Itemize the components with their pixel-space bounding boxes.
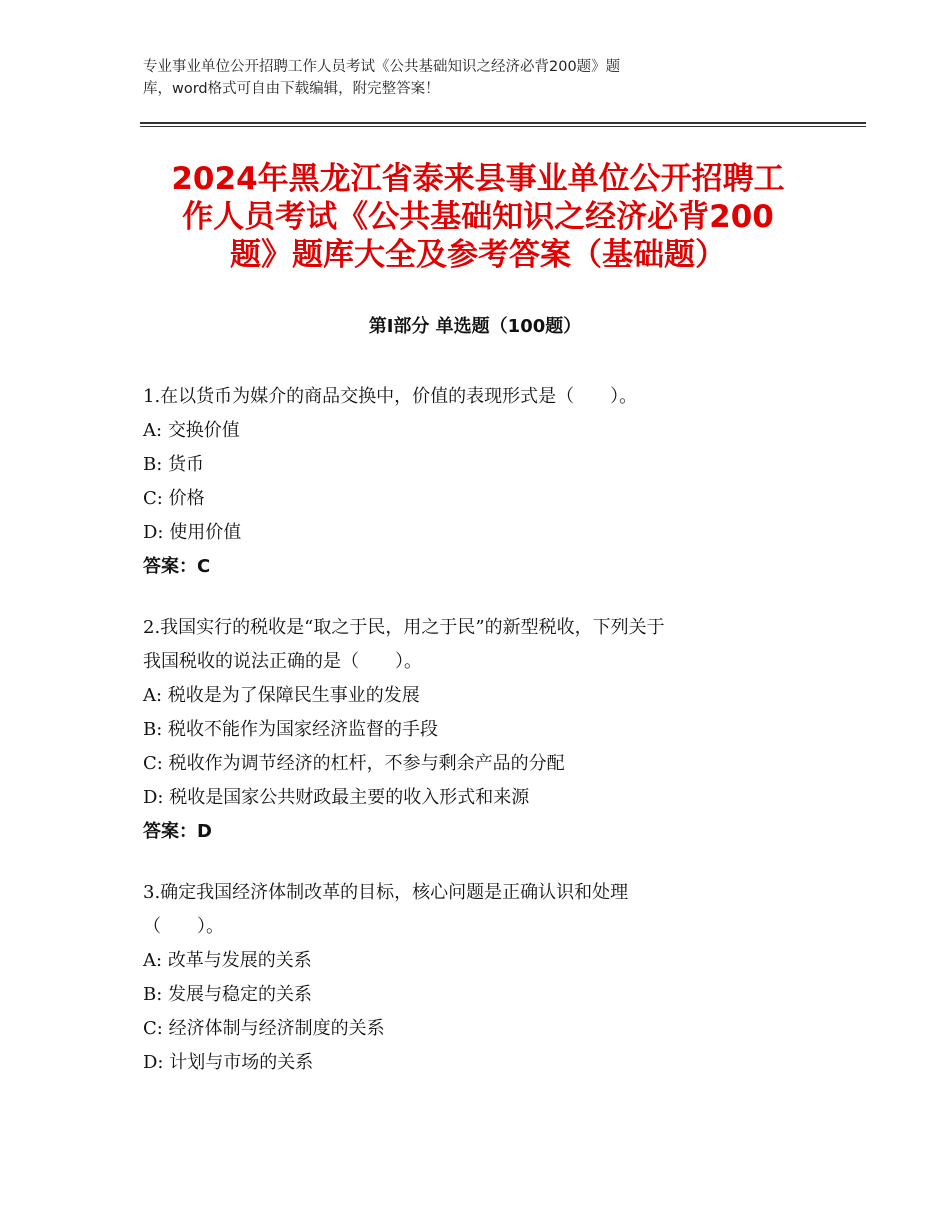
option-label: A: [143, 685, 163, 706]
option-b [143, 713, 823, 747]
option-label: D: [143, 522, 164, 543]
option-d [143, 1046, 823, 1080]
option-d [143, 516, 823, 550]
option-label: D: [143, 1052, 164, 1073]
header-note [143, 56, 793, 100]
option-text: 改革与发展的关系 [167, 950, 312, 971]
section-heading: 第Ⅰ部分 单选题（100题） [368, 316, 582, 337]
option-a [143, 679, 823, 713]
question-stem: 1.在以货币为媒介的商品交换中，价值的表现形式是（ ）。 [143, 386, 638, 407]
document-title-line-1: 2024年黑龙江省泰来县事业单位公开招聘工 [171, 161, 785, 197]
answer-line: 答案：D [143, 821, 212, 842]
option-label: C: [143, 753, 163, 774]
option-a [143, 414, 823, 448]
option-text: 使用价值 [169, 522, 242, 543]
question-stem-line-2: （ ）。 [143, 916, 224, 937]
question-2 [143, 611, 823, 849]
header-divider [140, 122, 866, 127]
header-note-line-2: 库，word格式可自由下载编辑，附完整答案！ [143, 81, 440, 97]
document-title-line-3: 题》题库大全及参考答案（基础题） [230, 237, 726, 273]
option-text: 计划与市场的关系 [169, 1052, 314, 1073]
option-label: B: [143, 984, 163, 1005]
option-c [143, 1012, 823, 1046]
option-b [143, 448, 823, 482]
option-label: A: [143, 420, 163, 441]
question-1 [143, 380, 823, 584]
question-3 [143, 876, 823, 1080]
option-d [143, 781, 823, 815]
option-label: C: [143, 1018, 163, 1039]
option-text: 税收是为了保障民生事业的发展 [167, 685, 420, 706]
document-title-line-2: 作人员考试《公共基础知识之经济必背200 [182, 199, 774, 235]
option-c [143, 747, 823, 781]
question-stem-line-1: 2.我国实行的税收是“取之于民，用之于民”的新型税收，下列关于 [143, 617, 665, 638]
option-label: A: [143, 950, 163, 971]
option-c [143, 482, 823, 516]
option-text: 货币 [168, 454, 205, 475]
option-label: D: [143, 787, 164, 808]
option-a [143, 944, 823, 978]
option-text: 价格 [168, 488, 205, 509]
option-text: 税收是国家公共财政最主要的收入形式和来源 [169, 787, 530, 808]
header-note-line-1: 专业事业单位公开招聘工作人员考试《公共基础知识之经济必背200题》题 [143, 59, 621, 75]
option-label: B: [143, 719, 163, 740]
option-label: B: [143, 454, 163, 475]
option-label: C: [143, 488, 163, 509]
option-text: 税收不能作为国家经济监督的手段 [168, 719, 439, 740]
question-list [143, 380, 823, 1107]
option-text: 经济体制与经济制度的关系 [168, 1018, 385, 1039]
question-stem-line-2: 我国税收的说法正确的是（ ）。 [143, 651, 422, 672]
option-b [143, 978, 823, 1012]
option-text: 税收作为调节经济的杠杆，不参与剩余产品的分配 [168, 753, 565, 774]
option-text: 发展与稳定的关系 [168, 984, 313, 1005]
answer-line: 答案：C [143, 556, 211, 577]
question-stem-line-1: 3.确定我国经济体制改革的目标，核心问题是正确认识和处理 [143, 882, 629, 903]
option-text: 交换价值 [167, 420, 240, 441]
document-title [138, 160, 818, 274]
